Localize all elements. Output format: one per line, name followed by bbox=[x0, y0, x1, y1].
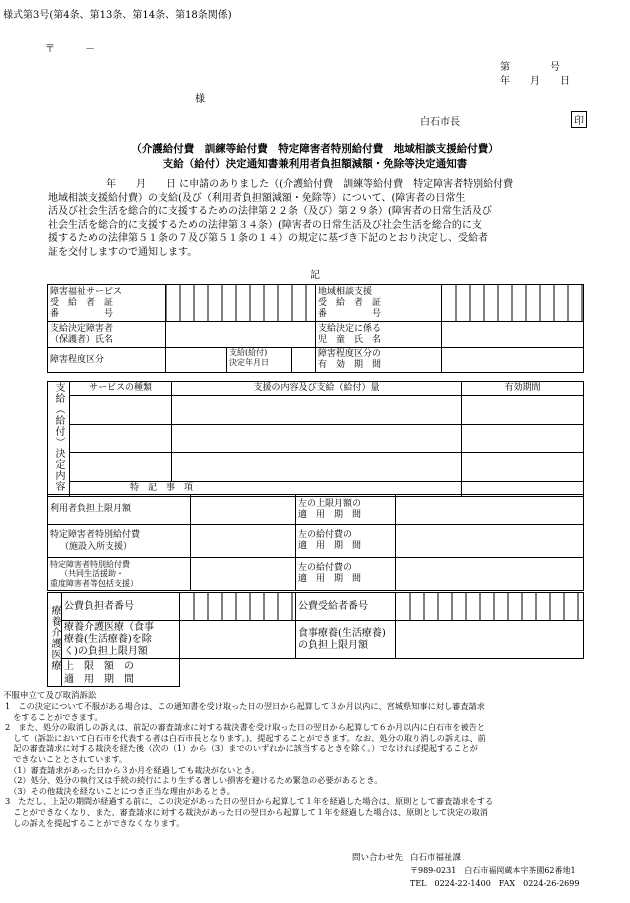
special-benefit1-row bbox=[48, 525, 296, 558]
body-line: 援するための法律第５１条の７及び第５１条の１４）の規定に基づき下記のとおり決定し、受給者 bbox=[48, 233, 488, 244]
left-benefit-period1-label: 左の給付費の 適 用 期 間 bbox=[296, 525, 396, 558]
body-line: 地域相談支援給付費）の支給(及び（利用者負担額減額・免除等）について、(障害者の日常生 bbox=[48, 192, 466, 204]
notice-body bbox=[48, 178, 513, 259]
class-valid-label: 障害程度区分の 有 効 期 間 bbox=[316, 348, 442, 373]
appeal-line: 3 ただし、上記の期間が経過する前に、この決定があった日の翌日から起算して１年を経過した場合は、原則として審査請求をする bbox=[5, 796, 494, 807]
appeal-line: して（訴訟において白石市を代表する者は白石市長となります。)、提起することができます。なお、処分の取り消しの訴えは、前 bbox=[5, 732, 486, 743]
recipient-suffix: 様 bbox=[195, 94, 205, 105]
postal-code: 〒 － bbox=[45, 44, 95, 55]
class-valid-value bbox=[442, 348, 584, 373]
appeal-title: 不服申立て及び取消訴訟 bbox=[3, 691, 97, 701]
decision-row-cell bbox=[172, 453, 462, 481]
body-line: 社会生活を総合的に支援するための法律第３４条）(障害者の日常生活及び社会生活を総合的に支 bbox=[48, 219, 482, 231]
ki-mark: 記 bbox=[310, 270, 320, 281]
left-limit-period-label: 左の上限月額の 適 用 期 間 bbox=[296, 495, 396, 525]
contact-address: 〒989-0231 白石市福岡蔵本字茶園62番地1 bbox=[410, 866, 576, 875]
burden-table bbox=[47, 494, 584, 591]
child-name-value bbox=[442, 322, 584, 348]
decided-person-label: 支給決定障害者 （保護者）氏名 bbox=[48, 322, 166, 348]
appeal-line: しの訴えを提起することができなくなります。 bbox=[5, 817, 185, 828]
decision-date-area bbox=[166, 348, 316, 373]
form-id: 様式第3号(第4条、第13条、第14条、第18条関係) bbox=[3, 10, 232, 21]
contact-phone: TEL 0224-22-1400 FAX 0224-26-2699 bbox=[410, 879, 580, 888]
appeal-line: 2 また、処分の取消しの訴えは、前記の審査請求に対する裁決書を受け取った日の翌日から起算して６か月以内に白石市を被告と bbox=[5, 722, 486, 733]
svc-cert-label: 障害福祉サービス 受 給 者 証 番 号 bbox=[48, 285, 166, 322]
contact-dept: 白石市福祉課 bbox=[410, 853, 462, 863]
decision-row-cell bbox=[70, 424, 172, 452]
body-line: 年 月 日 に申請のありました（(介護給付費 訓練等給付費 特定障害者特別給付費 bbox=[86, 179, 514, 190]
public-payer-cells bbox=[180, 593, 296, 621]
decision-row-cell bbox=[70, 453, 172, 481]
decision-row-cell bbox=[462, 453, 584, 481]
special-benefit2-row bbox=[48, 558, 296, 591]
appeal-line: （3）その他裁決を経ないことにつき正当な理由があるとき。 bbox=[5, 785, 235, 796]
decision-side-label: 支給（給付）決定内容 bbox=[48, 382, 70, 497]
issuer: 白石市長 bbox=[420, 117, 460, 128]
left-benefit-period2-label: 左の給付費の 適 用 期 間 bbox=[296, 558, 396, 591]
issue-date: 年 月 日 bbox=[500, 76, 570, 87]
user-limit-label: 利用者負担上限月額 bbox=[50, 504, 132, 514]
public-payer-label: 公費負担者番号 bbox=[62, 593, 180, 621]
document-number: 第 号 bbox=[500, 62, 560, 73]
left-limit-period-value bbox=[396, 495, 584, 525]
decided-person-value bbox=[166, 322, 316, 348]
child-name-label: 支給決定に係る 児 童 氏 名 bbox=[316, 322, 442, 348]
appeal-line: ことができなくなり、また、審査請求に対する裁決があった日の翌日から起算して１年を経過した場合は、原則として決定の取消 bbox=[5, 806, 488, 817]
body-line: 証を交付しますので通知します。 bbox=[48, 246, 198, 258]
comm-cert-label: 地域相談支援 受 給 者 証 番 号 bbox=[316, 285, 442, 322]
meal-limit-label: 食事療養(生活療養) の負担上限月額 bbox=[296, 621, 396, 659]
appeal-line: をすることができます。 bbox=[5, 711, 103, 722]
appeal-line: （1）審査請求があった日から３か月を経過しても裁決がないとき。 bbox=[5, 764, 260, 775]
left-benefit-period1-value bbox=[396, 525, 584, 558]
public-recipient-cells bbox=[396, 593, 584, 621]
decision-row-cell bbox=[172, 396, 462, 424]
user-limit-row bbox=[48, 495, 296, 525]
special-benefit1-label: 特定障害者特別給付費 （施設入所支援） bbox=[50, 530, 141, 552]
limit-period-value bbox=[180, 659, 584, 687]
medical-limit-value bbox=[180, 621, 296, 659]
left-benefit-period2-value bbox=[396, 558, 584, 591]
appeal-line: 記の審査請求に対する裁決を経た後（次の（1）から（3）までのいずれかに該当するときを除く。）でなければ提起することが bbox=[5, 743, 478, 754]
special-benefit2-label: 特定障害者特別給付費 （共同生活援助・ 重度障害者等包括支援） bbox=[50, 559, 138, 588]
contact-label: 問い合わせ先 bbox=[352, 853, 404, 863]
medical-side-label: 療養介護医療 bbox=[48, 593, 62, 687]
col-amount: 支援の内容及び支給（給付）量 bbox=[172, 382, 462, 396]
title-line-1: （介護給付費 訓練等給付費 特定障害者特別給付費 地域相談支援給付費） bbox=[131, 143, 499, 155]
decision-row-cell bbox=[462, 424, 584, 452]
disability-class-label: 障害程度区分 bbox=[48, 348, 166, 373]
appeal-notes bbox=[5, 701, 493, 828]
public-recipient-label: 公費受給者番号 bbox=[296, 593, 396, 621]
body-line: 活及び社会生活を総合的に支援するための法律第２２条（及び）第２９条）(障害者の日常生活及び bbox=[48, 206, 492, 217]
decision-date-label: 支給(給付) 決定年月日 bbox=[226, 348, 291, 372]
comm-cert-number-cells bbox=[442, 285, 584, 322]
certificate-table bbox=[47, 284, 584, 373]
decision-row-cell bbox=[172, 424, 462, 452]
meal-limit-value bbox=[396, 621, 584, 659]
decision-row-cell bbox=[70, 396, 172, 424]
special-notes-label: 特 記 事 項 bbox=[70, 481, 462, 496]
medical-table bbox=[47, 592, 584, 687]
appeal-line: できないこととされています。 bbox=[5, 753, 128, 764]
seal-mark: 印 bbox=[571, 111, 587, 128]
col-period: 有効期間 bbox=[462, 382, 584, 396]
appeal-line: （2）処分、処分の執行又は手続の続行により生ずる著しい損害を避けるため緊急の必要があるとき。 bbox=[5, 775, 383, 786]
col-service-type: サービスの種類 bbox=[70, 382, 172, 396]
svc-cert-number-cells bbox=[166, 285, 316, 322]
medical-limit-label: 療養介護医療（食事 療養(生活療養)を除 く)の負担上限月額 bbox=[62, 621, 180, 659]
decision-table bbox=[47, 381, 584, 497]
limit-period-label: 上 限 額 の 適 用 期 間 bbox=[62, 659, 180, 687]
title-line-2: 支給（給付）決定通知書兼利用者負担額減額・免除等決定通知書 bbox=[162, 158, 468, 170]
appeal-line: 1 この決定について不服がある場合は、この通知書を受け取った日の翌日から起算して３か月以内に、宮城県知事に対し審査請求 bbox=[5, 701, 485, 711]
decision-row-cell bbox=[462, 396, 584, 424]
